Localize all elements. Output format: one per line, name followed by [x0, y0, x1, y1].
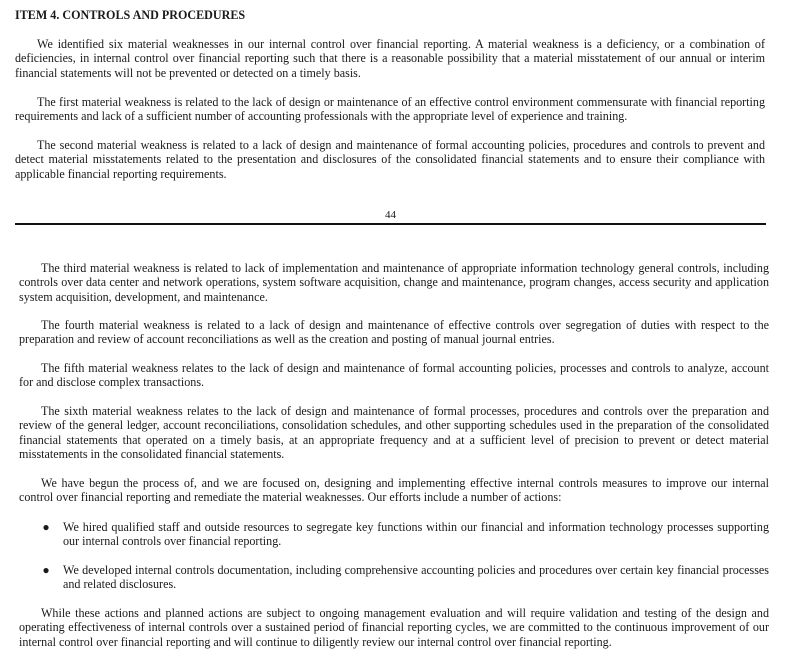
- page-number: 44: [385, 209, 396, 221]
- paragraph-third-weakness: The third material weakness is related to lack of implementation and maintenance of appropriate information technology general controls, including controls over data center and network operations, system software acquisition, change and maintenance, program changes, access security and application system acquisition, development, and maintenance.: [19, 261, 769, 304]
- bullet-text: We developed internal controls documentation, including comprehensive accounting policies and procedures over certain key financial processes and related disclosures.: [63, 563, 769, 592]
- bullet-marker: ●: [42, 563, 50, 577]
- paragraph-fourth-weakness: The fourth material weakness is related to a lack of design and maintenance of effective controls over segregation of duties with respect to the preparation and review of account reconciliations as well as the creation and posting of manual journal entries.: [19, 318, 769, 347]
- bullet-text: We hired qualified staff and outside resources to segregate key functions within our financial and information technology processes supporting our internal controls over financial reporting.: [63, 520, 769, 549]
- paragraph-second-weakness: The second material weakness is related to a lack of design and maintenance of formal accounting policies, procedures and controls to prevent and detect material misstatements related to the presentation and disclosures of the consolidated financial statements and to ensure their compliance with applicable financial reporting requirements.: [15, 138, 765, 181]
- paragraph-sixth-weakness: The sixth material weakness relates to the lack of design and maintenance of formal processes, procedures and controls over the preparation and review of the general ledger, account reconciliations, consolidation schedules, and other supporting schedules used in the preparation of the consolidated financial statements that operated on a timely basis, at an appropriate frequency and at a sufficient level of precision to prevent or detect material misstatements in the consolidated financial statements.: [19, 404, 769, 461]
- section-heading: ITEM 4. CONTROLS AND PROCEDURES: [15, 8, 246, 22]
- bullet-marker: ●: [42, 520, 50, 534]
- paragraph-material-weakness-definition: We identified six material weaknesses in our internal control over financial reporting. A material weakness is a deficiency, or a combination of deficiencies, in internal control over financial reporting such that there is a reasonable possibility that a material misstatement of our annual or interim financial statements will not be prevented or detected on a timely basis.: [15, 37, 765, 80]
- paragraph-closing-commitment: While these actions and planned actions are subject to ongoing management evaluation and will require validation and testing of the design and operating effectiveness of internal controls over a sustained period of financial reporting cycles, we are committed to the continuous improvement of our internal control over financial reporting and will continue to diligently review our internal control over financial reporting.: [19, 606, 769, 649]
- paragraph-first-weakness: The first material weakness is related to the lack of design or maintenance of an effective control environment commensurate with financial reporting requirements and lack of a sufficient number of accounting professionals with the appropriate level of experience and training.: [15, 95, 765, 124]
- page-break-rule: [15, 223, 766, 225]
- paragraph-fifth-weakness: The fifth material weakness relates to the lack of design and maintenance of formal accounting policies, processes and controls to analyze, account for and disclose complex transactions.: [19, 361, 769, 390]
- paragraph-remediation-intro: We have begun the process of, and we are focused on, designing and implementing effective internal controls measures to improve our internal control over financial reporting and remediate the material weaknesses. Our efforts include a number of actions:: [19, 476, 769, 505]
